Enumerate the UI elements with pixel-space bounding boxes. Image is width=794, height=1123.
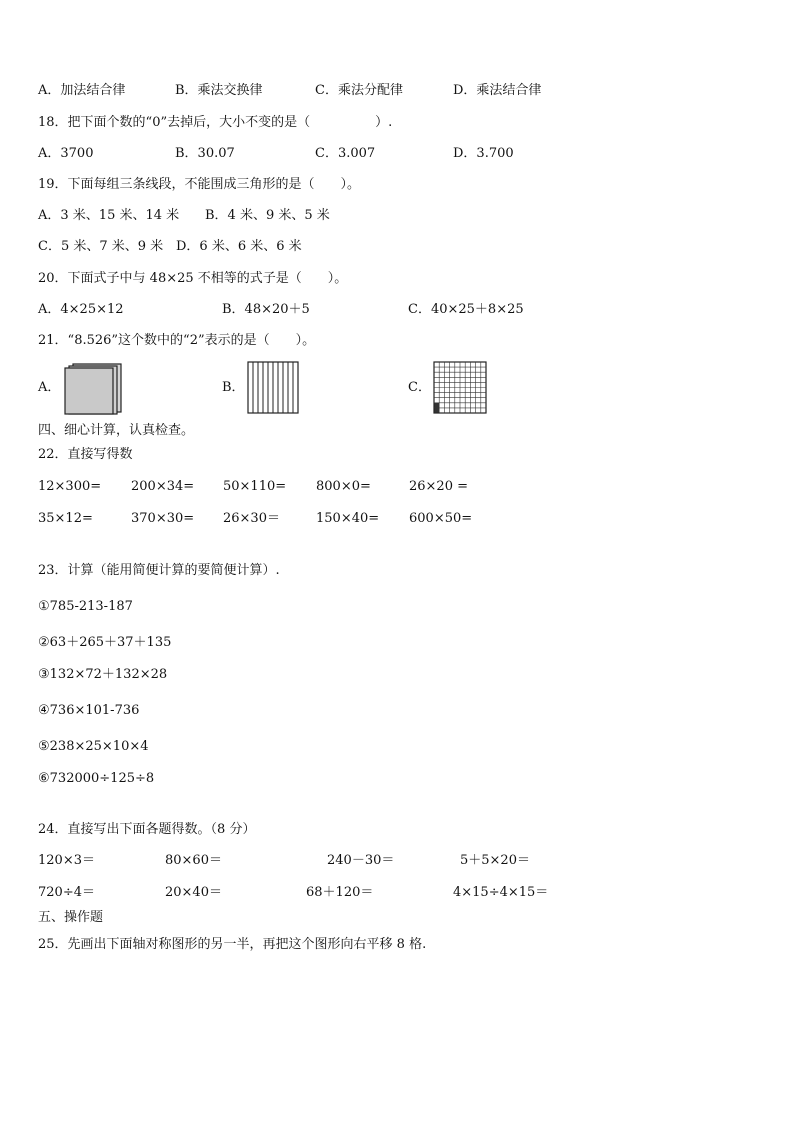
q23-item: ⑤238×25×10×4 — [38, 739, 149, 754]
q18-option-a: A．3700 — [38, 146, 94, 161]
q22-item: 200×34= — [131, 479, 195, 494]
q24-item: 4×15÷4×15＝ — [453, 885, 549, 900]
q24-item: 68＋120＝ — [306, 885, 374, 900]
q18-option-d: D．3.700 — [453, 146, 514, 161]
q23-item: ②63＋265＋37＋135 — [38, 635, 172, 650]
q20-stem: 20．下面式子中与 48×25 不相等的式子是（ ）。 — [38, 271, 348, 286]
q18-option-b: B．30.07 — [175, 146, 235, 161]
q18-option-c: C．3.007 — [315, 146, 376, 161]
section-four-heading: 四、细心计算，认真检查。 — [38, 423, 195, 438]
q21-stem: 21．“8.526”这个数中的“2”表示的是（ ）。 — [38, 333, 316, 348]
q22-item: 50×110= — [223, 479, 287, 494]
tenths-strips-figure — [247, 361, 299, 415]
stacked-squares-figure — [63, 362, 125, 416]
q19-option-a: A．3 米、15 米、14 米 — [38, 208, 180, 223]
q22-item: 370×30= — [131, 511, 195, 526]
q21-option-b: B． — [222, 380, 245, 395]
q22-item: 35×12= — [38, 511, 93, 526]
section-five-heading: 五、操作题 — [38, 910, 104, 925]
q21-option-a: A． — [38, 380, 61, 395]
shaded-cells — [435, 403, 440, 413]
q18-stem: 18．把下面个数的“0”去掉后，大小不变的是（ ）. — [38, 115, 393, 130]
q24-item: 20×40＝ — [165, 885, 222, 900]
q24-item: 240－30＝ — [327, 853, 395, 868]
q17-option-d: D．乘法结合律 — [453, 83, 542, 98]
q24-item: 120×3＝ — [38, 853, 95, 868]
q20-option-c: C．40×25＋8×25 — [408, 302, 524, 317]
q19-stem: 19．下面每组三条线段，不能围成三角形的是（ ）。 — [38, 177, 361, 192]
q24-item: 80×60＝ — [165, 853, 222, 868]
hundredths-grid-figure — [433, 361, 489, 415]
q20-option-b: B．48×20＋5 — [222, 302, 310, 317]
q25-stem: 25．先画出下面轴对称图形的另一半，再把这个图形向右平移 8 格. — [38, 937, 427, 952]
q24-item: 720÷4＝ — [38, 885, 95, 900]
q24-stem: 24．直接写出下面各题得数。（8 分） — [38, 822, 256, 837]
q22-item: 26×30＝ — [223, 511, 280, 526]
q23-item: ①785-213-187 — [38, 599, 133, 614]
q22-item: 600×50= — [409, 511, 473, 526]
q17-option-a: A．加法结合律 — [38, 83, 126, 98]
q23-stem: 23．计算（能用简便计算的要简便计算）. — [38, 563, 280, 578]
q21-option-c: C． — [408, 380, 431, 395]
q22-stem: 22．直接写得数 — [38, 447, 133, 462]
q22-item: 26×20 = — [409, 479, 469, 494]
q23-item: ③132×72＋132×28 — [38, 667, 168, 682]
q23-item: ④736×101-736 — [38, 703, 140, 718]
q19-option-c: C．5 米、7 米、9 米 — [38, 239, 164, 254]
q24-item: 5＋5×20＝ — [460, 853, 530, 868]
q19-option-d: D．6 米、6 米、6 米 — [176, 239, 302, 254]
q17-option-b: B．乘法交换律 — [175, 83, 263, 98]
q23-item: ⑥732000÷125÷8 — [38, 771, 155, 786]
q22-item: 150×40= — [316, 511, 380, 526]
q22-item: 12×300= — [38, 479, 102, 494]
q17-option-c: C．乘法分配律 — [315, 83, 403, 98]
q19-option-b: B．4 米、9 米、5 米 — [205, 208, 330, 223]
q20-option-a: A．4×25×12 — [38, 302, 124, 317]
q22-item: 800×0= — [316, 479, 371, 494]
